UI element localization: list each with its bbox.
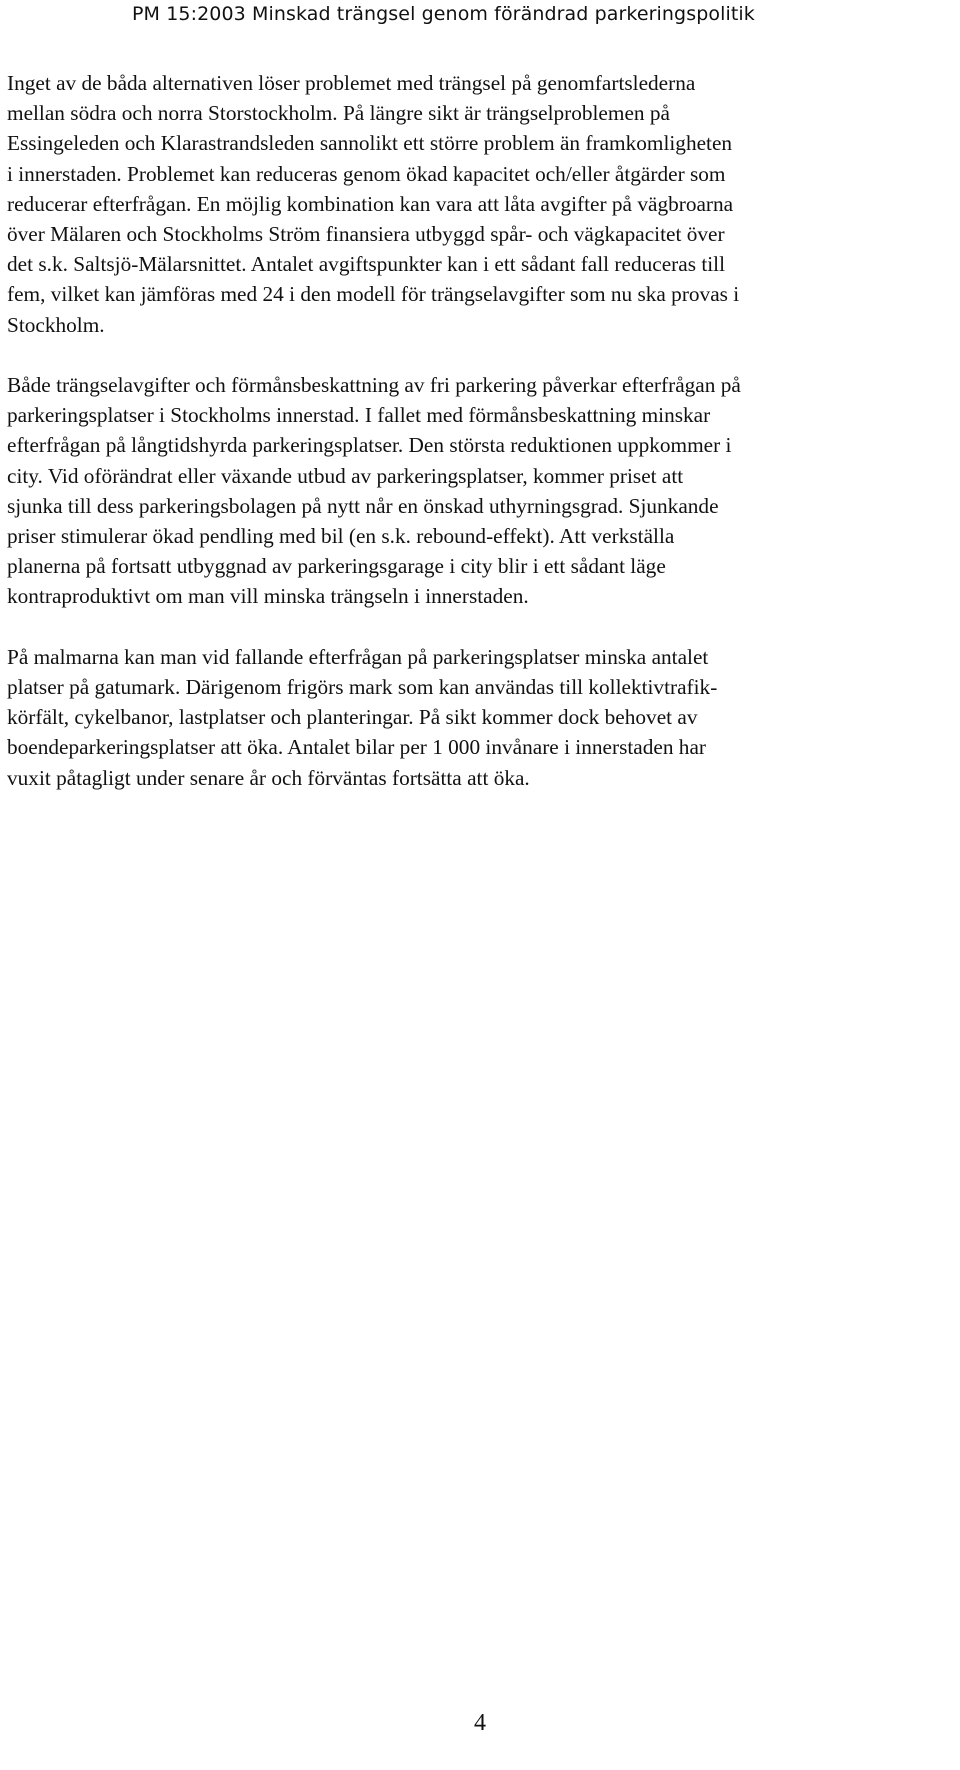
text-line: city. Vid oförändrat eller växande utbud av parkeringsplatser, kommer priset att (7, 463, 684, 488)
text-line: priser stimulerar ökad pendling med bil (en s.k. rebound-effekt). Att verkställa (7, 524, 675, 549)
text-line: platser på gatumark. Därigenom frigörs mark som kan användas till kollektivtrafik- (7, 675, 718, 700)
paragraph-1 (7, 68, 953, 340)
text-line: parkeringsplatser i Stockholms innerstad. I fallet med förmånsbeskattning minskar (7, 403, 711, 428)
text-line: fem, vilket kan jämföras med 24 i den modell för trängselavgifter som nu ska provas i (7, 282, 740, 307)
text-line: det s.k. Saltsjö-Mälarsnittet. Antalet avgiftspunkter kan i ett sådant fall reduceras till (7, 252, 725, 277)
paragraph-2 (7, 370, 953, 612)
text-line: över Mälaren och Stockholms Ström finansiera utbyggd spår- och vägkapacitet över (7, 222, 725, 247)
text-line: planerna på fortsatt utbyggnad av parkeringsgarage i city blir i ett sådant läge (7, 554, 666, 579)
text-line: körfält, cykelbanor, lastplatser och planteringar. På sikt kommer dock behovet av (7, 705, 698, 730)
page-number: 4 (474, 1710, 486, 1736)
text-line: På malmarna kan man vid fallande efterfrågan på parkeringsplatser minska antalet (7, 644, 709, 669)
header-title: PM 15:2003 Minskad trängsel genom förändrad parkeringspolitik (132, 3, 755, 25)
text-line: mellan södra och norra Storstockholm. På längre sikt är trängselproblemen på (7, 101, 670, 126)
text-line: Både trängselavgifter och förmånsbeskattning av fri parkering påverkar efterfrågan på (7, 373, 741, 398)
text-line: efterfrågan på långtidshyrda parkeringsplatser. Den största reduktionen uppkommer i (7, 433, 732, 458)
text-line: reducerar efterfrågan. En möjlig kombination kan vara att låta avgifter på vägbroarna (7, 191, 734, 216)
body-text (7, 68, 953, 823)
text-line: boendeparkeringsplatser att öka. Antalet bilar per 1 000 invånare i innerstaden har (7, 735, 706, 760)
text-line: Stockholm. (7, 312, 105, 337)
text-line: i innerstaden. Problemet kan reduceras genom ökad kapacitet och/eller åtgärder som (7, 161, 726, 186)
text-line: vuxit påtagligt under senare år och förväntas fortsätta att öka. (7, 765, 530, 790)
text-line: sjunka till dess parkeringsbolagen på nytt når en önskad uthyrningsgrad. Sjunkande (7, 493, 719, 518)
text-line: kontraproduktivt om man vill minska trängseln i innerstaden. (7, 584, 529, 609)
text-line: Essingeleden och Klarastrandsleden sannolikt ett större problem än framkomligheten (7, 131, 733, 156)
paragraph-3 (7, 642, 953, 793)
running-header (0, 0, 960, 26)
text-line: Inget av de båda alternativen löser problemet med trängsel på genomfartslederna (7, 71, 696, 95)
